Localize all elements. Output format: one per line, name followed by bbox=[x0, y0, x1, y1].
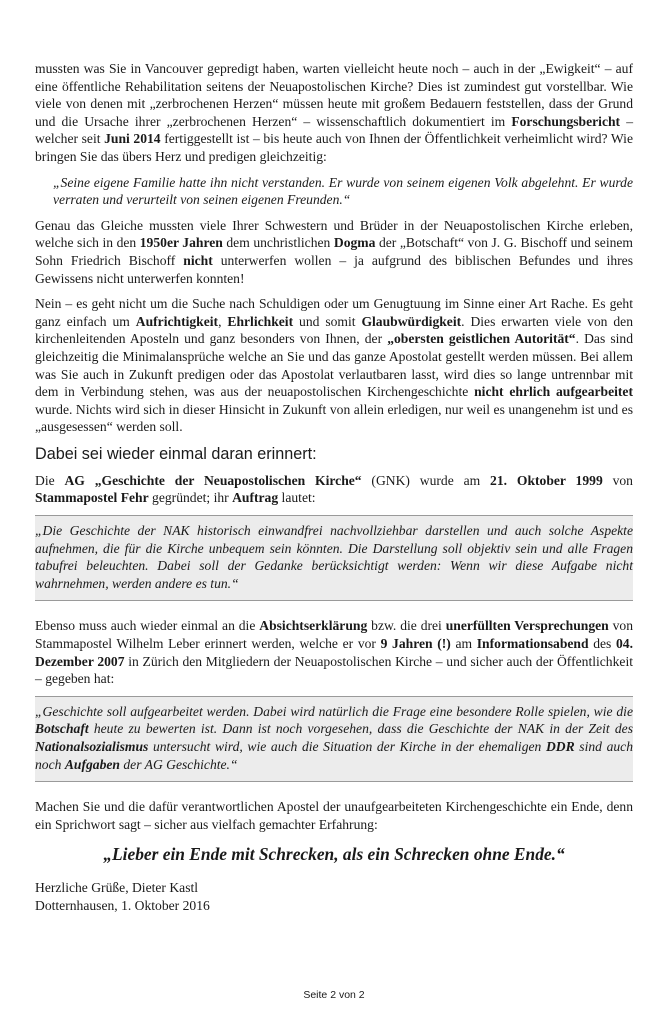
signature-place-date: Dotternhausen, 1. Oktober 2016 bbox=[35, 897, 210, 913]
quote-box-mission bbox=[35, 515, 633, 601]
paragraph-vancouver: mussten was Sie in Vancouver gepredigt haben, warten vielleicht heute noch – auch in der „Ewigkeit“ – auf eine öffentliche Rehabilitation seitens der Neuapostolischen Kirche? Dies ist zumindest gut vorstellbar. Wie viele von denen mit „zerbrochenen Herzen“ müssen heute mit großem Bedauern feststellen, dass der Grund und die Ursache ihrer „zerbrochenen Herzen“ – wissenschaftlich dokumentiert im Forschungsbericht – welcher seit Juni 2014 fertiggestellt ist – bis heute auch von Ihnen der Öffentlichkeit verheimlicht wird? Wie bringen Sie das übers Herz und predigen gleichzeitig: bbox=[35, 61, 633, 164]
section-heading: Dabei sei wieder einmal daran erinnert: bbox=[35, 444, 317, 463]
paragraph-ag-founding: Die AG „Geschichte der Neuapostolischen Kirche“ (GNK) wurde am 21. Oktober 1999 von Stammapostel Fehr gegründet; ihr Auftrag lautet: bbox=[35, 472, 633, 506]
quote-box-leber bbox=[35, 696, 633, 782]
paragraph-promises: Ebenso muss auch wieder einmal an die Absichtserklärung bzw. die drei unerfüllten Versprechungen von Stammapostel Wilhelm Leber erinnert werden, welche er vor 9 Jahren (!) am Informationsabend des 04. Dezember 2007 in Zürich den Mitgliedern der Neuapostolischen Kirche – und sicher auch der Öffentlichkeit – gegeben hat: bbox=[35, 618, 634, 687]
quote-family: „Seine eigene Familie hatte ihn nicht verstanden. Er wurde von seinem eigenen Volk abgelehnt. Er wurde verraten und verurteilt von seinen eigenen Freunden.“ bbox=[53, 174, 633, 208]
paragraph-end: Machen Sie und die dafür verantwortlichen Apostel der unaufgearbeiteten Kirchengeschichte ein Ende, denn ein Sprichwort sagt – sicher aus vielfach gemachter Erfahrung: bbox=[35, 799, 633, 832]
quote-mission: „Die Geschichte der NAK historisch einwandfrei nachvollziehbar darstellen und auch solche Aspekte aufnehmen, die für die Kirche unbequem sein könnten. Die Darstellung soll objektiv sein und alle Fragen tabufrei beleuchten. Dabei soll der Gedanke berücksichtigt werden: Wenn wir diese Aufgabe nicht wahrnehmen, werden andere es tun.“ bbox=[35, 523, 633, 591]
signature-greeting: Herzliche Grüße, Dieter Kastl bbox=[35, 880, 199, 896]
page-number: Seite 2 von 2 bbox=[303, 989, 365, 1001]
signature-block bbox=[35, 879, 633, 914]
paragraph-honesty: Nein – es geht nicht um die Suche nach Schuldigen oder um Genugtuung im Sinne einer Art Rache. Es geht ganz einfach um Aufrichtigkeit, Ehrlichkeit und somit Glaubwürdigkeit. Dies erwarten viele von den kirchenleitenden Aposteln und ganz besonders von Ihnen, der „obersten geistlichen Autorität“. Das sind gleichzeitig die Minimalansprüche welche an Sie und das ganze Apostolat gestellt werden müssen. Bei allem was Sie auch in Zukunft predigen oder das Apostolat verlautbaren lasst, wird dies so lange untrennbar mit dem in Verbindung stehen, was aus der neuapostolischen Kirchengeschichte nicht ehrlich aufgearbeitet wurde. Nichts wird sich in dieser Hinsicht in Zukunft von allein erledigen, nur weil es unangenehm ist und es „ausgesessen“ werden soll. bbox=[35, 296, 633, 435]
motto: „Lieber ein Ende mit Schrecken, als ein Schrecken ohne Ende.“ bbox=[103, 844, 565, 865]
quote-leber: „Geschichte soll aufgearbeitet werden. Dabei wird natürlich die Frage eine besondere Rolle spielen, wie die Botschaft heute zu bewerten ist. Dann ist noch vorgesehen, dass die Geschichte der NAK in der Zeit des Nationalsozialismus untersucht wird, wie auch die Situation der Kirche in der ehemaligen DDR sind auch noch Aufgaben der AG Geschichte.“ bbox=[35, 703, 633, 772]
letter-page bbox=[35, 60, 633, 915]
paragraph-dogma: Genau das Gleiche mussten viele Ihrer Schwestern und Brüder in der Neuapostolischen Kirche erleben, welche sich in den 1950er Jahren dem unchristlichen Dogma der „Botschaft“ von J. G. Bischoff und seinem Sohn Friedrich Bischoff nicht unterwerfen wollen – ja aufgrund des biblischen Befundes und ihres Gewissens nicht unterwerfen konnten! bbox=[35, 217, 634, 286]
